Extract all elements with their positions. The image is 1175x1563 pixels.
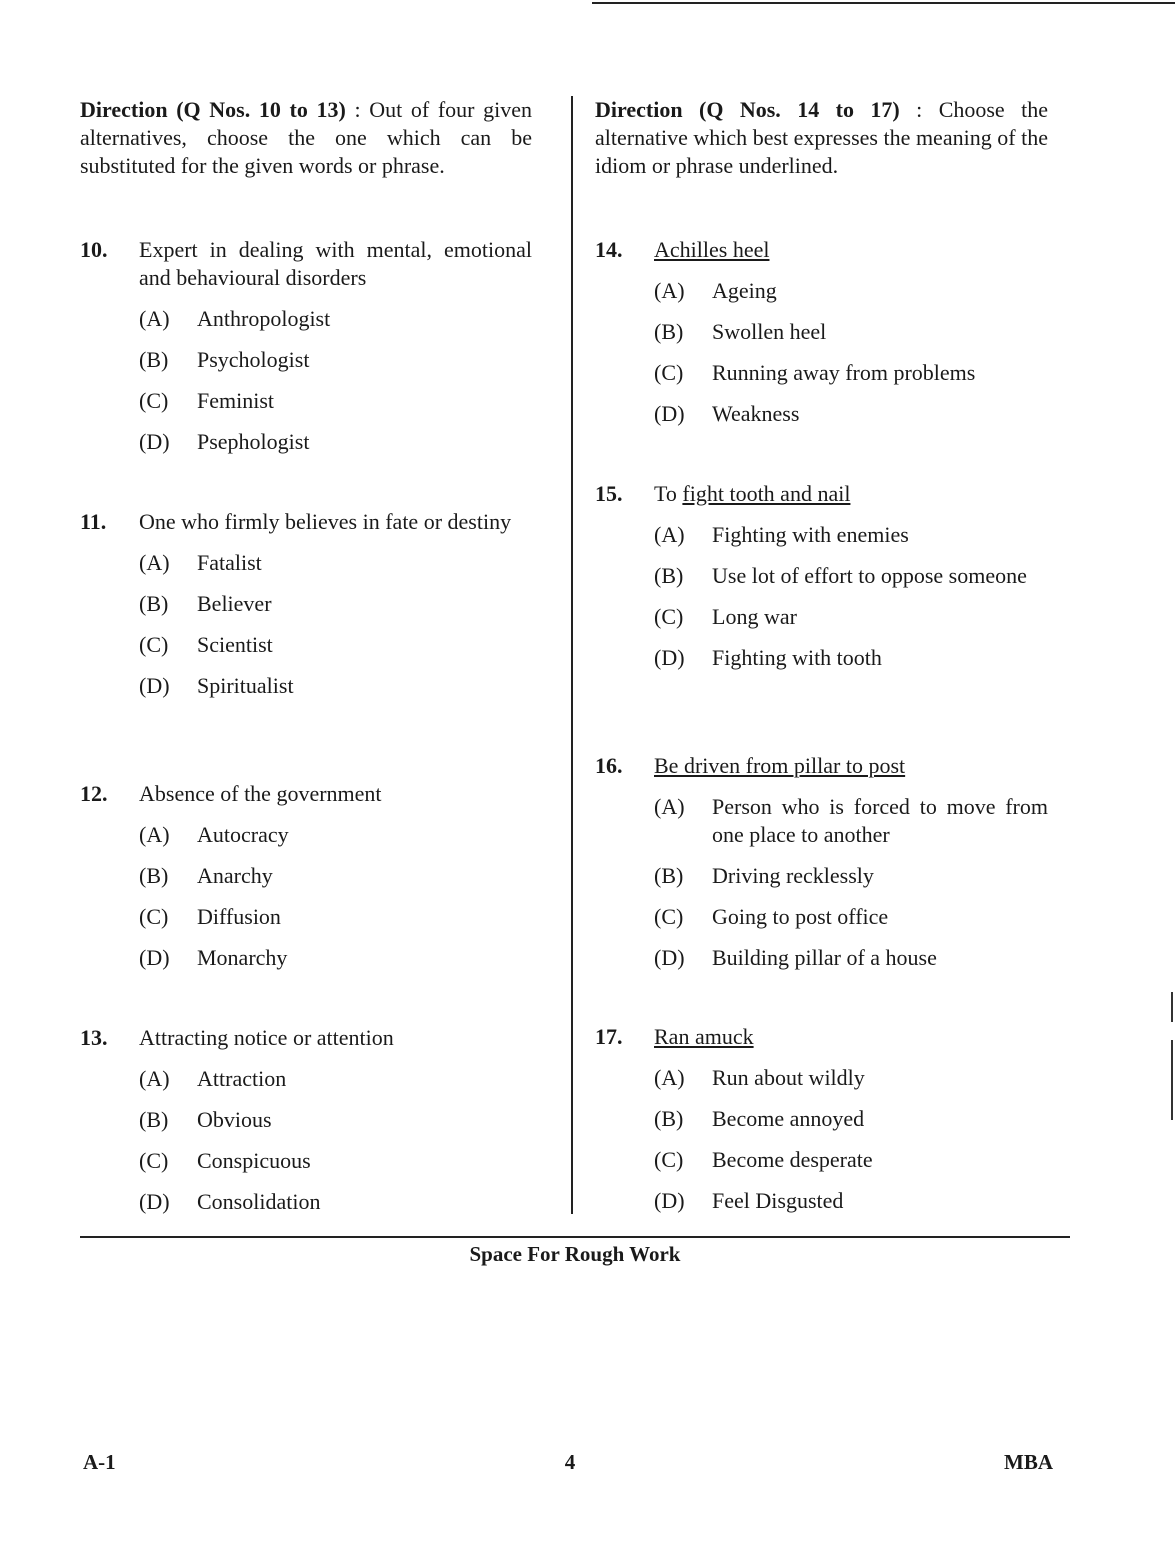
option-d: (D) Psephologist [139,429,310,454]
option-b: (B) Driving recklessly [654,863,874,888]
option-a: (A) Autocracy [139,822,289,847]
option-a: (A) Fatalist [139,550,262,575]
option-c: (C) Conspicuous [139,1148,311,1173]
option-a: (A) Anthropologist [139,306,331,331]
question-12 [80,780,532,972]
question-number: 17. [595,1024,623,1049]
option-d: (D) Fighting with tooth [654,645,882,670]
question-14 [595,236,1048,428]
footer-subject: MBA [1004,1450,1053,1474]
question-prefix: To [654,481,683,506]
underlined-phrase: fight tooth and nail [682,481,851,506]
scan-edge-mark [1171,1040,1173,1120]
question-text: Ran amuck [654,1024,754,1049]
option-b: (B) Become annoyed [654,1106,865,1131]
direction-left-heading: Direction (Q Nos. 10 to 13) [80,97,346,122]
left-column [80,96,532,1216]
direction-right-heading: Direction (Q Nos. 14 to 17) [595,97,900,122]
footer-code: A-1 [83,1450,116,1474]
option-c: (C) Going to post office [654,904,889,929]
option-b: (B) Anarchy [139,863,273,888]
question-text: Achilles heel [654,237,770,262]
question-13 [80,1024,532,1216]
option-c: (C) Become desperate [654,1147,873,1172]
question-text [654,480,1048,508]
question-17 [595,1023,1048,1215]
question-number: 14. [595,237,623,262]
question-text: Attracting notice or attention [139,1025,394,1050]
option-a: (A) Attraction [139,1066,287,1091]
question-number: 16. [595,753,623,778]
option-c: (C) Diffusion [139,904,281,929]
option-b: (B) Psychologist [139,347,310,372]
option-d: (D) Consolidation [139,1189,321,1214]
option-a: (A) Run about wildly [654,1065,865,1090]
question-text: Expert in dealing with mental, emotional and behavioural disorders [139,237,532,290]
option-c: (C) Feminist [139,388,275,413]
bottom-rule [80,1236,1070,1238]
option-c: (C) Scientist [139,632,273,657]
option-d: (D) Spiritualist [139,673,294,698]
option-d: (D) Monarchy [139,945,288,970]
option-b: (B) Obvious [139,1107,272,1132]
option-d: (D) Building pillar of a house [654,945,937,970]
option-a: (A) Fighting with enemies [654,522,909,547]
question-number: 11. [80,509,107,534]
footer-page-number: 4 [564,1450,576,1474]
option-a: (A) Ageing [654,278,777,303]
question-number: 12. [80,781,108,806]
option-b: (B) Believer [139,591,272,616]
option-a: (A) Person who is forced to move from one place to another [654,794,1048,847]
question-16 [595,752,1048,972]
option-d: (D) Weakness [654,401,800,426]
question-text: Be driven from pillar to post [654,753,906,778]
question-number: 10. [80,237,108,262]
direction-right-text: : Choose the alternative which best expresses the meaning of the idiom or phrase underlined. [595,97,1048,178]
question-number: 15. [595,481,623,506]
question-text: Absence of the government [139,781,382,806]
scan-edge-mark [1171,992,1173,1022]
question-11 [80,508,532,700]
rough-work-label: Space For Rough Work [469,1242,681,1266]
right-column [595,96,1048,1216]
option-c: (C) Long war [654,604,797,629]
top-rule [592,2,1175,4]
option-d: (D) Feel Disgusted [654,1188,844,1213]
question-number: 13. [80,1025,108,1050]
option-b: (B) Swollen heel [654,319,827,344]
question-15 [595,480,1048,672]
question-text: One who firmly believes in fate or destiny [139,509,512,534]
option-b: (B) Use lot of effort to oppose someone [654,563,1027,588]
direction-left-text: : Out of four given alternatives, choose the one which can be substituted for the given words or phrase. [80,97,532,178]
direction-right [595,96,1048,180]
question-10 [80,236,532,456]
option-c: (C) Running away from problems [654,360,976,385]
column-divider [571,96,573,1214]
direction-left [80,96,532,180]
